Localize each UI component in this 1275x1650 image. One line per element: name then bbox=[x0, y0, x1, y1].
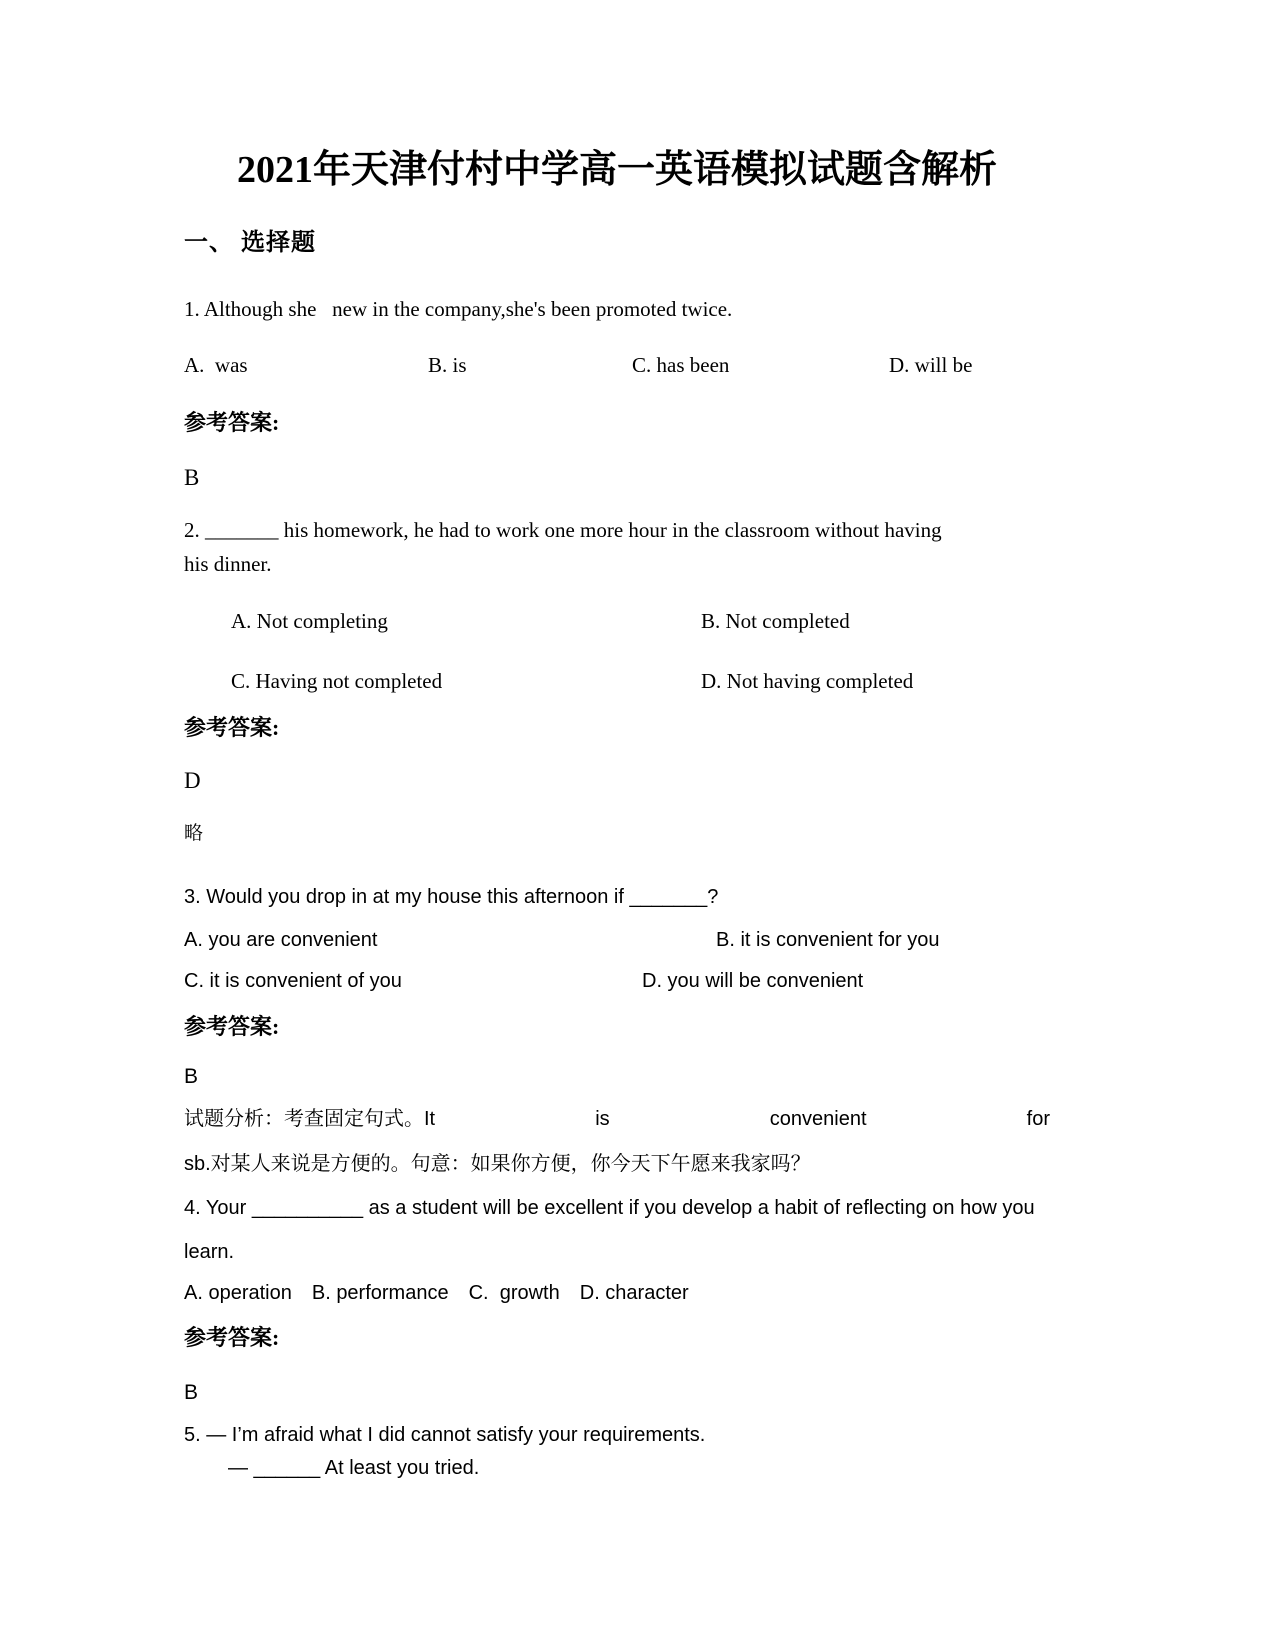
question-2-option-c: C. Having not completed bbox=[231, 669, 443, 693]
question-2-option-d: D. Not having completed bbox=[701, 669, 914, 693]
question-3-option-a: A. you are convenient bbox=[184, 929, 378, 951]
question-1-option-c: C. has been bbox=[632, 353, 730, 377]
question-3-option-c: C. it is convenient of you bbox=[184, 970, 402, 992]
answer-3: B bbox=[184, 1065, 199, 1088]
question-3-option-b: B. it is convenient for you bbox=[716, 929, 940, 951]
question-2-stem-line-1: 2. _______ his homework, he had to work one more hour in the classroom without having bbox=[184, 518, 942, 542]
question-4-option-c: C. growth bbox=[468, 1282, 560, 1304]
answer-4: B bbox=[184, 1381, 199, 1404]
reference-answer-label-2: 参考答案: bbox=[184, 715, 280, 740]
analysis-part-4: for bbox=[1026, 1108, 1050, 1130]
question-4-option-b: B. performance bbox=[311, 1282, 449, 1304]
question-3-analysis-line-1 bbox=[184, 1107, 1050, 1131]
reference-answer-label-4: 参考答案: bbox=[184, 1325, 280, 1350]
question-5-line-1: 5. — I’m afraid what I did cannot satisfy your requirements. bbox=[184, 1424, 706, 1446]
question-1-option-d: D. will be bbox=[889, 353, 973, 377]
reference-answer-label-1: 参考答案: bbox=[184, 410, 280, 435]
question-2-options-row-2 bbox=[184, 668, 1097, 694]
question-4-stem-line-1: 4. Your __________ as a student will be excellent if you develop a habit of reflecting on how you bbox=[184, 1197, 1035, 1219]
question-1-options bbox=[184, 352, 1050, 378]
analysis-part-2: is bbox=[595, 1108, 610, 1130]
question-2-options-row-1 bbox=[184, 608, 1097, 634]
answer-2: D bbox=[184, 768, 201, 793]
question-1-option-a: A. was bbox=[184, 353, 248, 377]
question-3-option-d: D. you will be convenient bbox=[642, 970, 864, 992]
question-3-options-row-2 bbox=[184, 969, 1050, 993]
answer-2-note: 略 bbox=[184, 823, 204, 844]
question-4-stem-line-2: learn. bbox=[184, 1241, 235, 1263]
answer-1: B bbox=[184, 465, 200, 490]
question-4-options bbox=[184, 1281, 1050, 1305]
question-3-analysis-line-2: sb.对某人来说是方便的。句意：如果你方便，你今天下午愿来我家吗？ bbox=[184, 1153, 811, 1175]
question-1-stem: 1. Although she new in the company,she's been promoted twice. bbox=[184, 297, 733, 321]
question-2-option-a: A. Not completing bbox=[231, 609, 388, 633]
question-3-stem: 3. Would you drop in at my house this afternoon if _______? bbox=[184, 886, 719, 908]
page-title: 2021年天津付村中学高一英语模拟试题含解析 bbox=[236, 149, 997, 191]
reference-answer-label-3: 参考答案: bbox=[184, 1014, 280, 1039]
question-4-option-d: D. character bbox=[579, 1282, 689, 1304]
question-4-option-a: A. operation bbox=[184, 1282, 292, 1304]
analysis-part-1: 试题分析：考查固定句式。It bbox=[184, 1108, 436, 1130]
question-2-stem-line-2: his dinner. bbox=[184, 552, 272, 576]
question-2-option-b: B. Not completed bbox=[701, 609, 850, 633]
section-heading: 一、 选择题 bbox=[184, 230, 316, 256]
question-3-options-row-1 bbox=[184, 928, 1050, 952]
question-5-line-2: — ______ At least you tried. bbox=[228, 1457, 480, 1479]
analysis-part-3: convenient bbox=[769, 1108, 867, 1130]
question-1-option-b: B. is bbox=[428, 353, 467, 377]
